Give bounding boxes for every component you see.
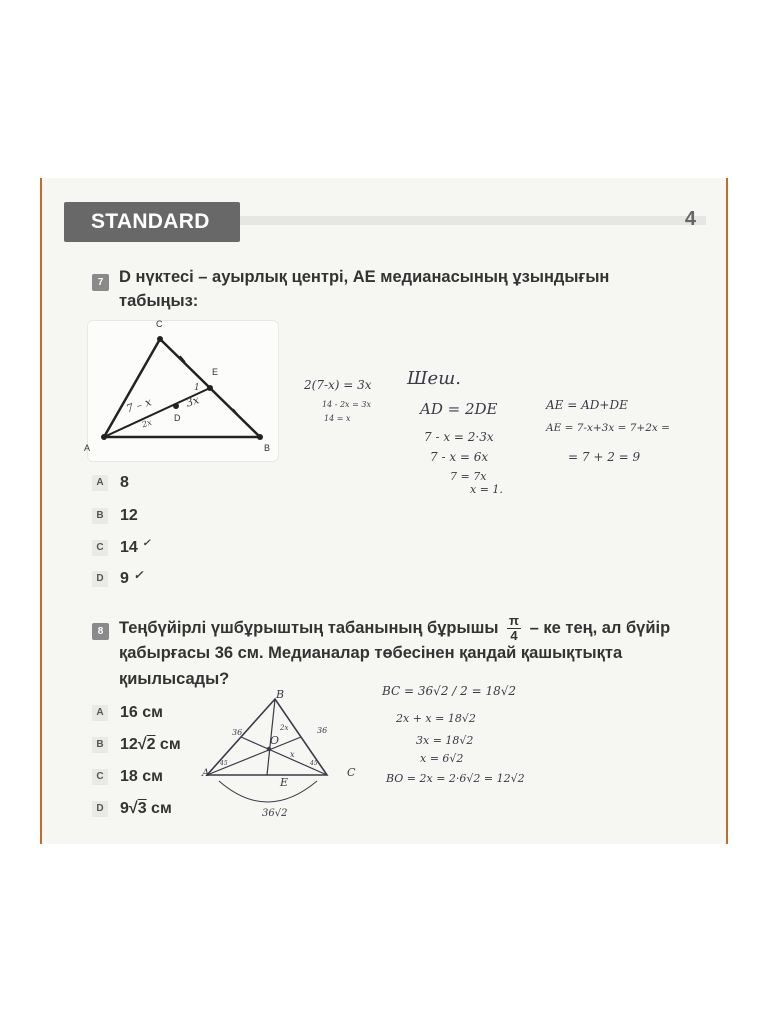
question-8-text-line2: қабырғасы 36 см. Медианалар төбесінен қандай қашықтықта [119,644,623,662]
q7-option-c-letter: C [92,540,108,556]
q7-work-result: = 7 + 2 = 9 [568,450,641,464]
q8-option-b-letter: B [92,737,108,753]
fraction-denominator: 4 [510,628,518,643]
q8-sketch-side-right: 36 [317,726,328,735]
q8-work-bo: BO = 2x = 2·6√2 = 12√2 [386,772,525,785]
q7-work-ae: AE = AD+DE [546,398,628,412]
q7-work-eq4: x = 1. [470,483,503,496]
check-mark-icon: ✓ [142,538,151,550]
q8-work-eq1: 2x + x = 18√2 [396,712,476,725]
q8-sketch-angle-c: 45 [310,760,318,767]
q7-work-eq1: 7 - x = 2·3x [424,430,494,444]
q7-option-a-value: 8 [120,474,129,491]
q8-sketch-point-e: E [280,776,289,789]
point-e-label: E [212,367,219,377]
q8-work-bc: BC = 36√2 / 2 = 18√2 [382,684,516,698]
question-7-text-line2: табыңыз: [119,292,199,310]
segment-de-label: 3x [184,393,201,410]
q8-option-c-letter: C [92,769,108,785]
q8-option-d-letter: D [92,801,108,817]
question-8-text-part2: – ке тең, ал бүйір [529,618,671,637]
q8-sketch-vertex-c: C [347,766,356,779]
q8-option-d-value-radicand: 3 [137,800,147,817]
q7-option-b-letter: B [92,508,108,524]
q7-option-a-letter: A [92,475,108,491]
q8-option-b-value-prefix: 12 [120,736,138,753]
angle-fraction [507,614,521,643]
q8-sketch-side-left: 36 [232,728,243,737]
q7-work-eq3: 7 = 7x [450,470,487,483]
page-number: 4 [684,208,696,230]
question-8-text-line1 [119,614,670,643]
level-banner: STANDARD [64,202,240,242]
q7-option-c[interactable] [92,539,151,557]
q8-option-d-value-suffix: см [146,800,172,817]
q7-work-ae-expanded: AE = 7-x+3x = 7+2x = [546,422,670,434]
banner-divider [240,216,706,225]
q8-option-c[interactable] [92,768,163,786]
q8-sketch-centroid: O [270,734,280,747]
q7-option-a[interactable] [92,474,129,492]
q7-option-b-value: 12 [120,507,138,524]
fraction-numerator: π [509,613,519,628]
vertex-c-label: C [156,319,163,329]
q8-sketch-angle-a: 45 [220,760,228,767]
q7-work-line3: 14 = x [324,414,351,423]
q8-sketch-vertex-a: A [202,768,210,779]
point-d-label: D [174,413,181,423]
triangle-figure-q7 [84,319,279,462]
q8-option-a-value: 16 см [120,704,163,721]
q8-work-eq2: 3x = 18√2 [416,734,474,747]
q7-work-line2: 14 - 2x = 3x [322,400,371,409]
q8-option-a[interactable] [92,704,163,722]
answer-mark-icon: ✓ [133,568,144,583]
worksheet-page [40,178,728,844]
segment-1-label: 1 [194,383,200,393]
q8-sketch-2x: 2x [280,724,289,732]
q7-option-d-value: 9 [120,570,129,587]
q7-option-d[interactable] [92,570,143,588]
q8-option-b[interactable]: B 12√2 см [92,736,181,754]
question-7-number: 7 [92,274,109,291]
question-8-text-line3: қиылысады? [119,670,230,688]
q7-option-d-letter: D [92,571,108,587]
question-8-number: 8 [92,623,109,640]
segment-ad-label: 7 – x [124,395,154,416]
q8-option-b-value-suffix: см [155,736,181,753]
q8-option-d[interactable]: D 9√3 см [92,800,172,818]
question-8-text-part1: Теңбүйірлі үшбұрыштың табанының бұрышы [119,618,499,637]
q7-option-c-value: 14 [120,539,138,556]
q8-option-d-value-prefix: 9 [120,800,129,817]
vertex-a-label: A [84,443,91,453]
q8-option-a-letter: A [92,705,108,721]
q8-option-b-value-radicand: 2 [146,736,156,753]
q7-work-ad: AD = 2DE [420,400,498,418]
q7-solution-heading: Шеш. [407,368,461,389]
vertex-b-label: B [264,443,271,453]
q7-option-b[interactable] [92,507,138,525]
q8-sketch-vertex-b: B [276,688,285,701]
q8-sketch-x: x [290,750,295,759]
q8-sketch-base-length: 36√2 [262,808,288,819]
q7-work-eq2: 7 - x = 6x [430,450,489,464]
triangle-diagram-q7 [88,321,278,461]
question-7-text-line1: D нүктесі – ауырлық центрі, AE медианасының ұзындығын [119,268,610,286]
q8-option-c-value: 18 см [120,768,163,785]
q7-work-line1: 2(7-x) = 3x [304,378,372,392]
segment-2x-label: 2x [140,417,153,430]
q8-work-eq3: x = 6√2 [420,752,464,765]
